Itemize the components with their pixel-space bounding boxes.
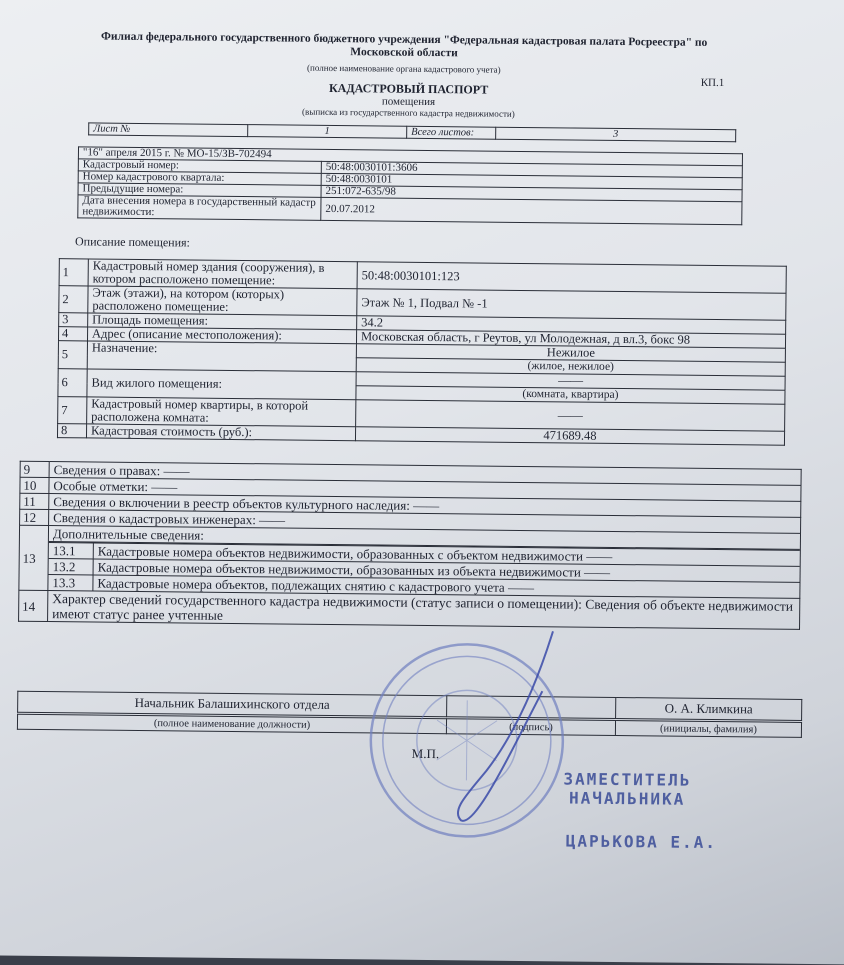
row-number: 14	[19, 590, 48, 621]
sub-row-number: 13.2	[49, 559, 94, 575]
document-subtitle: помещения	[381, 95, 436, 109]
document-title: КАДАСТРОВЫЙ ПАСПОРТ	[328, 80, 489, 97]
info-value: 20.07.2012	[321, 197, 742, 224]
info-label: Предыдущие номера:	[78, 183, 321, 198]
row-value-note: (жилое, нежилое)	[356, 358, 785, 376]
row-text: Сведения о кадастровых инженерах: ——	[49, 510, 801, 534]
row-value: Московская область, г Реутов, ул Молодежная, д вл.3, бокс 98	[356, 330, 785, 348]
sheet-label: Лист №	[89, 123, 248, 137]
row-number: 8	[57, 424, 86, 438]
description-heading: Описание помещения:	[74, 234, 190, 250]
row-number: 5	[58, 341, 87, 369]
row-label: Адрес (описание местоположения):	[87, 327, 356, 344]
row-number: 1	[59, 259, 88, 286]
official-position: Начальник Балашихинского отдела	[18, 691, 447, 716]
row-value-note: (комната, квартира)	[356, 386, 785, 404]
row-number: 9	[20, 461, 49, 477]
row-number: 4	[58, 327, 87, 341]
document-subtitle-note: (выписка из государственного кадастра недвижимости)	[302, 106, 515, 119]
sub-row-text: Кадастровые номера объектов недвижимости, образованных с объектом недвижимости ——	[93, 543, 800, 566]
row-text: Дополнительные сведения:	[49, 526, 800, 550]
row-value: Нежилое	[356, 344, 785, 362]
row-value: 471689.48	[355, 427, 784, 445]
row-value: ——	[356, 372, 785, 390]
name-note: (инициалы, фамилия)	[615, 720, 801, 737]
sub-row-text: Кадастровые номера объектов, подлежащих снятию с кадастрового учета ——	[93, 575, 800, 598]
info-value: 50:48:0030101:3606	[321, 161, 742, 177]
row-label: Площадь помещения:	[88, 313, 357, 330]
row-number: 10	[20, 477, 49, 493]
sheet-count-table	[88, 122, 736, 142]
info-label: Номер кадастрового квартала:	[78, 171, 321, 186]
row-number: 13	[19, 525, 49, 590]
row-label: Кадастровый номер здания (сооружения), в котором расположено помещение:	[88, 259, 357, 289]
sheet-number: 1	[248, 125, 407, 139]
row-number: 7	[58, 397, 87, 424]
position-note: (полное наименование должности)	[17, 714, 446, 733]
row-value: ——	[356, 400, 785, 431]
total-sheets-label: Всего листов:	[407, 126, 496, 139]
table-row	[19, 525, 801, 598]
row-label: Вид жилого помещения:	[87, 369, 356, 400]
row-label: Кадастровая стоимость (руб.):	[86, 424, 355, 441]
stamp-line-2: НАЧАЛЬНИКА	[568, 788, 686, 809]
total-sheets-number: 3	[496, 127, 736, 142]
row-number: 12	[20, 509, 49, 525]
info-value: 50:48:0030101	[321, 173, 742, 189]
additional-info-table	[18, 461, 802, 630]
stamp-signatory-name: ЦАРЬКОВА Е.А.	[565, 831, 718, 853]
official-round-seal-icon	[366, 619, 588, 851]
info-label: Кадастровый номер:	[78, 159, 321, 174]
row-text: Особые отметки: ——	[49, 478, 801, 502]
premises-description-table	[57, 258, 787, 446]
stamp-line-1: ЗАМЕСТИТЕЛЬ	[563, 769, 692, 790]
passport-date-number: "16" апреля 2015 г. № МО-15/ЗВ-702494	[78, 147, 742, 166]
row-label: Этаж (этажи), на котором (которых) расположено помещение:	[88, 286, 357, 316]
row-label: Назначение:	[87, 341, 356, 372]
passport-info-table	[77, 146, 743, 225]
organization-name: Филиал федерального государственного бюджетного учреждения "Федеральная кадастровая палата Росреестра" по Московской области	[100, 30, 708, 60]
additional-info-subtable	[48, 542, 799, 598]
signature-note: (подпись)	[446, 719, 615, 736]
row-text: Сведения о правах: ——	[49, 462, 801, 486]
row-value: 34.2	[357, 316, 786, 334]
row-number: 2	[59, 286, 88, 313]
row-value: 50:48:0030101:123	[357, 262, 786, 293]
info-value: 251:072-635/98	[321, 185, 742, 201]
row-text: Характер сведений государственного кадастра недвижимости (статус записи о помещении): Сведения об объекте недвижимости имеют статус ранее учтенные	[48, 591, 800, 630]
row-value: Этаж № 1, Подвал № -1	[357, 289, 786, 320]
deputy-head-stamp	[563, 769, 691, 808]
row-number: 3	[59, 313, 88, 327]
row-label: Кадастровый номер квартиры, в которой расположена комната:	[87, 397, 356, 427]
form-code: КП.1	[700, 76, 725, 90]
row-number: 6	[58, 369, 87, 397]
official-name: О. А. Климкина	[616, 697, 802, 720]
sub-row-text: Кадастровые номера объектов недвижимости, образованных из объекта недвижимости ——	[93, 559, 800, 582]
info-label: Дата внесения номера в государственный кадастр недвижимости:	[78, 195, 321, 221]
seal-place-label: М.П.	[411, 745, 440, 762]
sub-row-number: 13.1	[49, 543, 94, 559]
organization-note: (полное наименование органа кадастрового учета)	[307, 62, 501, 75]
additional-info-cell	[48, 526, 801, 599]
row-text: Сведения о включении в реестр объектов культурного наследия: ——	[49, 494, 801, 518]
sub-row-number: 13.3	[48, 575, 93, 591]
row-number: 11	[20, 493, 49, 509]
